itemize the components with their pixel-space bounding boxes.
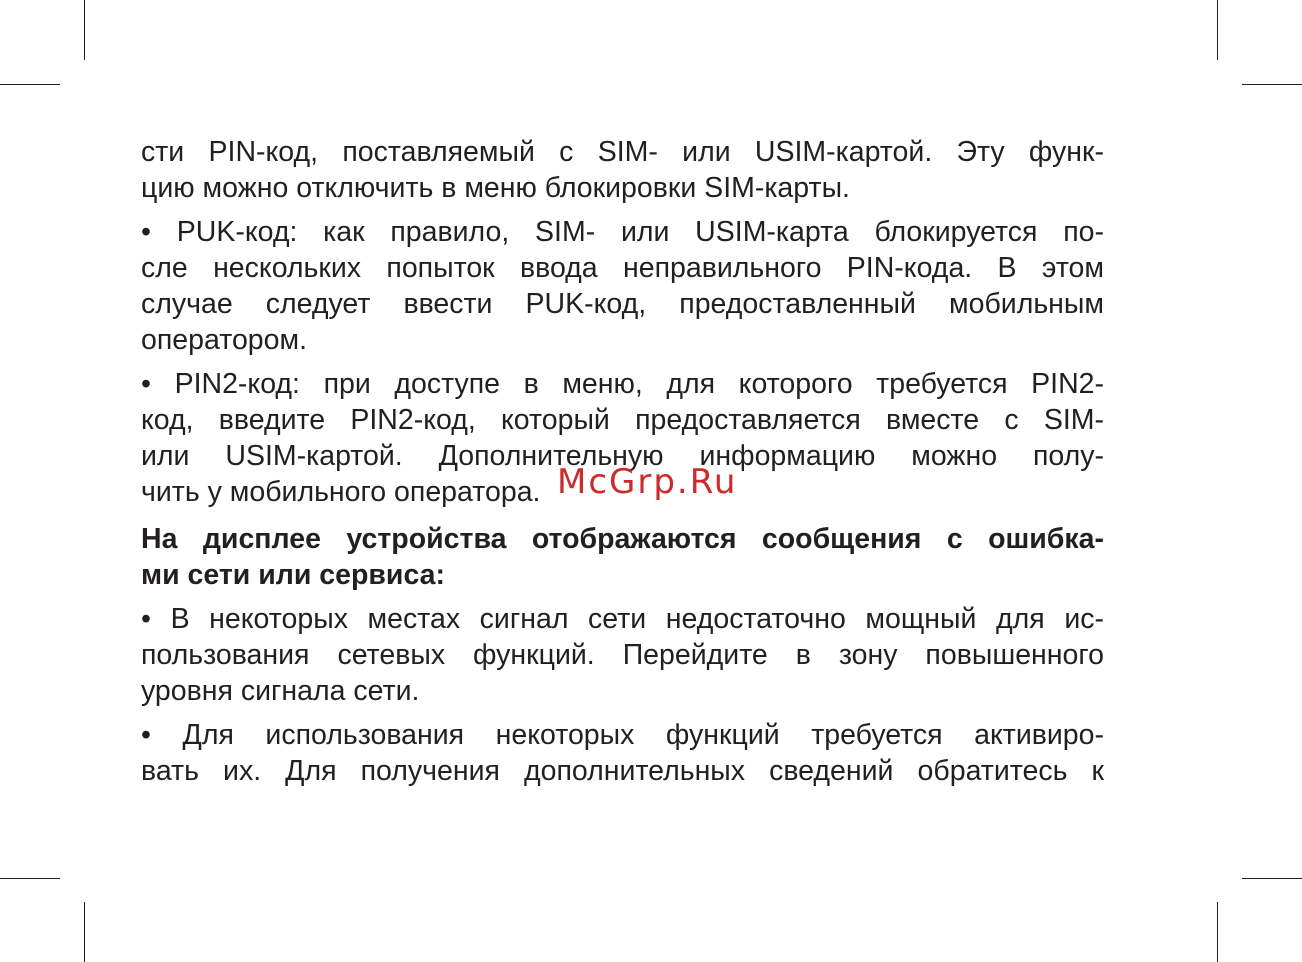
text-line: цию можно отключить в меню блокировки SIM-карты. (141, 172, 850, 204)
heading-line: ми сети или сервиса: (141, 559, 445, 591)
text-line: уровня сигнала сети. (141, 675, 420, 707)
crop-mark-bottom-left-horizontal (0, 878, 60, 879)
crop-mark-top-left-vertical (84, 0, 85, 60)
crop-mark-top-right-horizontal (1242, 84, 1302, 85)
crop-mark-bottom-right-vertical (1217, 902, 1218, 962)
text-line: сти PIN-код, поставляемый с SIM- или USIM-картой. Эту функ- (141, 136, 1104, 168)
paragraph-pin-intro (141, 134, 1104, 206)
text-line: вать их. Для получения дополнительных сведений обратитесь к (141, 755, 1104, 787)
crop-mark-bottom-left-vertical (84, 902, 85, 962)
crop-mark-top-right-vertical (1217, 0, 1218, 60)
paragraph-activate-functions (141, 717, 1104, 789)
paragraph-weak-signal (141, 601, 1104, 709)
text-line: сле нескольких попыток ввода неправильного PIN-кода. В этом (141, 252, 1104, 284)
text-line: • В некоторых местах сигнал сети недостаточно мощный для ис- (141, 603, 1104, 635)
text-line: код, введите PIN2-код, который предоставляется вместе с SIM- (141, 404, 1104, 436)
text-line: • PUK-код: как правило, SIM- или USIM-карта блокируется по- (141, 216, 1104, 248)
text-line: или USIM-картой. Дополнительную информацию можно полу- (141, 440, 1104, 472)
crop-mark-bottom-right-horizontal (1242, 878, 1302, 879)
watermark: McGrp.Ru (557, 462, 738, 502)
text-line: чить у мобильного оператора. (141, 476, 541, 508)
section-heading (141, 521, 1104, 593)
text-line: • Для использования некоторых функций требуется активиро- (141, 719, 1104, 751)
paragraph-puk-code (141, 214, 1104, 358)
text-line: • PIN2-код: при доступе в меню, для которого требуется PIN2- (141, 368, 1104, 400)
heading-line: На дисплее устройства отображаются сообщения с ошибка- (141, 523, 1104, 555)
text-line: оператором. (141, 324, 308, 356)
crop-mark-top-left-horizontal (0, 84, 60, 85)
text-line: случае следует ввести PUK-код, предоставленный мобильным (141, 288, 1104, 320)
text-line: пользования сетевых функций. Перейдите в зону повышенного (141, 639, 1104, 671)
